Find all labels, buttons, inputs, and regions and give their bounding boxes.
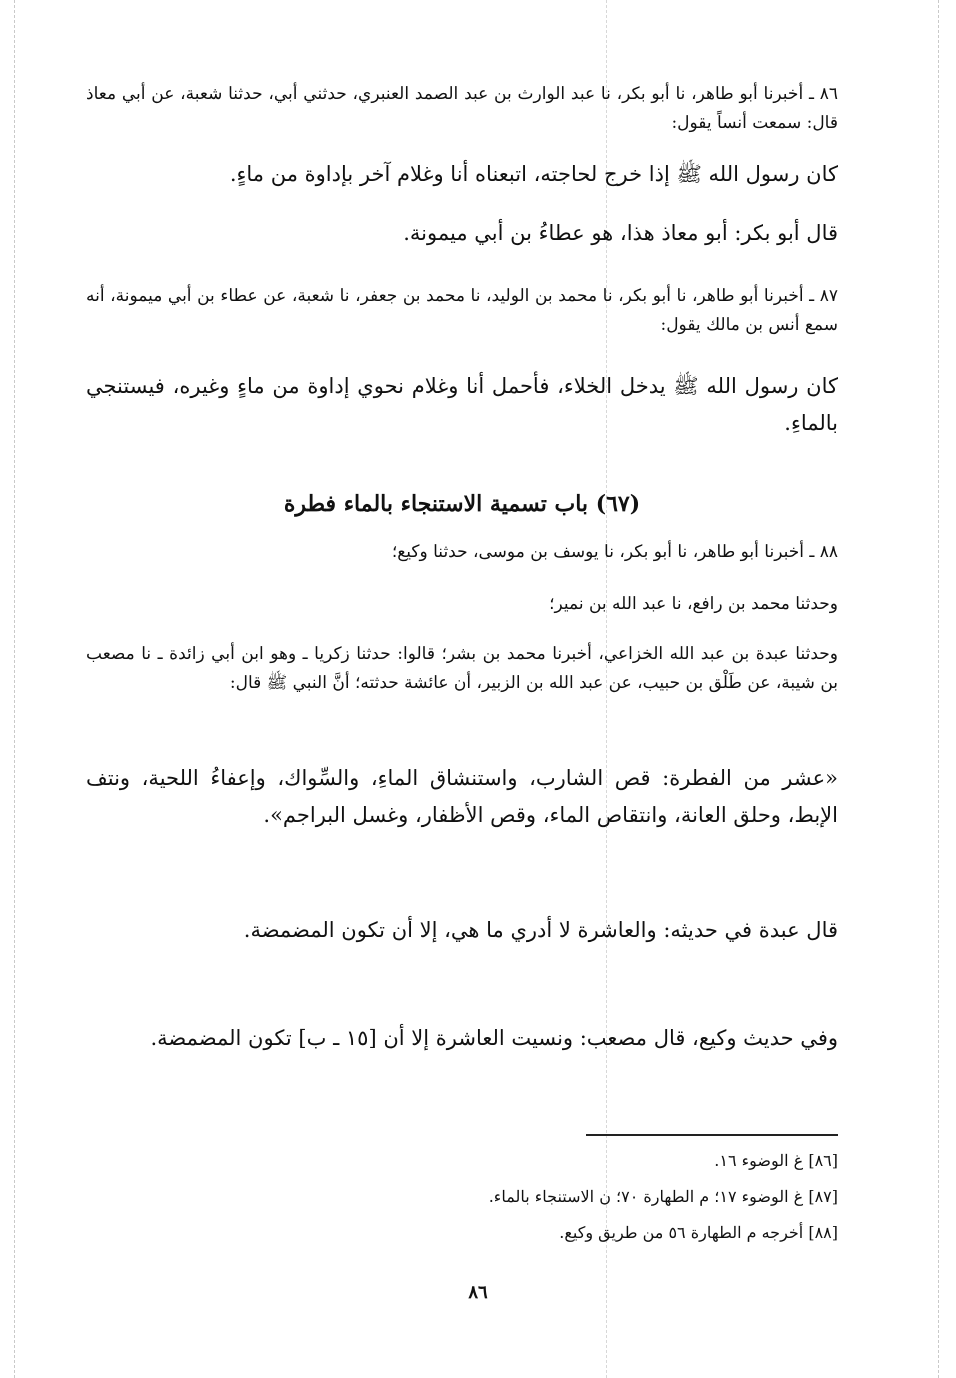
page-number: ٨٦: [468, 1282, 488, 1303]
chapter-heading: (٦٧) باب تسمية الاستنجاء بالماء فطرة: [283, 491, 641, 517]
footnote-separator: [586, 1134, 838, 1136]
scan-edge-left: [14, 0, 16, 1378]
hadith-88-matn: «عشر من الفطرة: قص الشارب، واستنشاق الماءِ، والسِّواك، وإعفاءُ اللحية، ونتف الإبط، وحلق العانة، وانتقاص الماء، وقص الأظفار، وغسل البراجم».: [86, 766, 838, 827]
scan-edge-right: [938, 0, 940, 1378]
hadith-87-matn: كان رسول الله ﷺ يدخل الخلاء، فأحمل أنا وغلام نحوي إداوة من ماءٍ وغيره، فيستنجي بالماءِ.: [86, 374, 838, 435]
hadith-88-comment-1: قال عبدة في حديثه: والعاشرة لا أدري ما هي، إلا أن تكون المضمضة.: [243, 918, 838, 942]
footnote-87: [٨٧] غ الوضوء ١٧؛ م الطهارة ٧٠؛ ن الاستنجاء بالماء.: [488, 1187, 838, 1206]
footnote-86: [٨٦] غ الوضوء ١٦.: [714, 1151, 838, 1170]
hadith-86-matn: كان رسول الله ﷺ إذا خرج لحاجته، اتبعناه أنا وغلام آخر بإداوة من ماءٍ.: [229, 162, 838, 186]
footnote-88: [٨٨] أخرجه م الطهارة ٥٦ من طريق وكيع.: [559, 1223, 838, 1242]
hadith-88-comment-2: وفي حديث وكيع، قال مصعب: ونسيت العاشرة إلا أن [١٥ ـ ب] تكون المضمضة.: [150, 1026, 838, 1050]
hadith-86-isnad: ٨٦ ـ أخبرنا أبو طاهر، نا أبو بكر، نا عبد الوارث بن عبد الصمد العنبري، حدثني أبي، حدثنا شعبة، عن أبي معاذ قال: سمعت أنساً يقول:: [86, 84, 838, 133]
hadith-86-comment: قال أبو بكر: أبو معاذ هذا، هو عطاءُ بن أبي ميمونة.: [403, 221, 838, 245]
hadith-88-isnad-1: ٨٨ ـ أخبرنا أبو طاهر، نا أبو بكر، نا يوسف بن موسى، حدثنا وكيع؛: [391, 542, 838, 562]
hadith-88-isnad-3: وحدثنا عبدة بن عبد الله الخزاعي، أخبرنا محمد بن بشر؛ قالوا: حدثنا زكريا ـ وهو ابن أبي زائدة ـ نا مصعب بن شيبة، عن طَلْق بن حبيب، عن عبد الله بن الزبير، أن عائشة حدثته؛ أنَّ النبي ﷺ قال:: [86, 644, 838, 693]
hadith-88-isnad-2: وحدثنا محمد بن رافع، نا عبد الله بن نمير؛: [549, 594, 838, 614]
hadith-87-isnad: ٨٧ ـ أخبرنا أبو طاهر، نا أبو بكر، نا محمد بن الوليد، نا محمد بن جعفر، نا شعبة، عن عطاء بن أبي ميمونة، أنه سمع أنس بن مالك يقول:: [86, 286, 838, 335]
